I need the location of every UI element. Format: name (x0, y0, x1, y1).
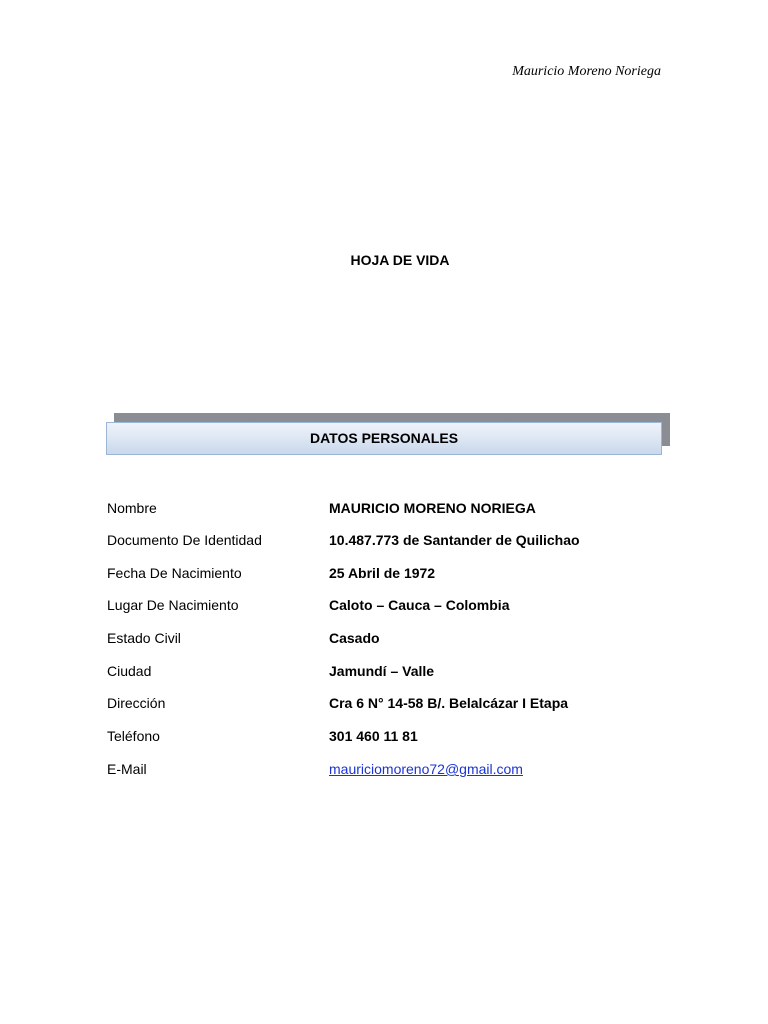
section-title: DATOS PERSONALES (309, 430, 459, 446)
info-row-address (107, 692, 667, 714)
info-row-id-document (107, 529, 667, 551)
header-author-name: Mauricio Moreno Noriega (512, 64, 661, 79)
info-label: E-Mail (107, 761, 147, 777)
info-value: 25 Abril de 1972 (329, 565, 436, 581)
info-row-name (107, 497, 667, 519)
info-label: Fecha De Nacimiento (107, 565, 242, 581)
info-label: Teléfono (107, 728, 160, 744)
info-value: 301 460 11 81 (329, 728, 418, 744)
section-header-personal-data (106, 422, 662, 455)
info-row-email (107, 758, 667, 780)
info-value: Jamundí – Valle (329, 663, 435, 679)
info-row-marital-status (107, 627, 667, 649)
info-row-phone (107, 725, 667, 747)
info-value: Casado (329, 630, 380, 646)
info-label: Estado Civil (107, 630, 181, 646)
info-value: 10.487.773 de Santander de Quilichao (329, 532, 580, 548)
info-label: Documento De Identidad (107, 532, 262, 548)
info-label: Lugar De Nacimiento (107, 597, 239, 613)
info-value: Caloto – Cauca – Colombia (329, 597, 510, 613)
document-title: HOJA DE VIDA (350, 252, 450, 268)
info-label: Nombre (107, 500, 157, 516)
info-row-birth-date (107, 562, 667, 584)
info-value: MAURICIO MORENO NORIEGA (329, 500, 536, 516)
info-label: Ciudad (107, 663, 152, 679)
info-row-city (107, 660, 667, 682)
info-value: Cra 6 N° 14-58 B/. Belalcázar I Etapa (329, 695, 569, 711)
info-label: Dirección (107, 695, 166, 711)
email-link[interactable]: mauriciomoreno72@gmail.com (329, 761, 523, 777)
info-row-birth-place (107, 594, 667, 616)
